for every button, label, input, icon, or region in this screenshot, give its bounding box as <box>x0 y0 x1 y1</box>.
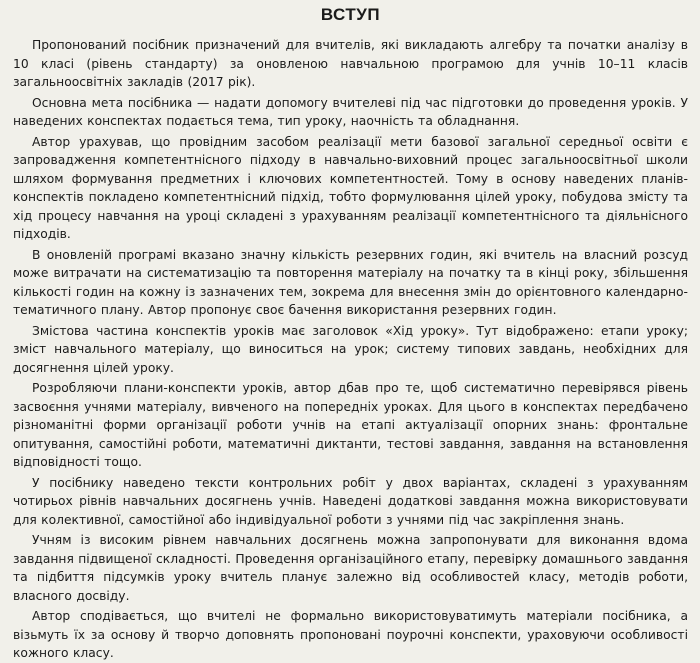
paragraph-knowledge-check: Розробляючи плани-конспекти уроків, автор дбав про те, щоб систематично перевірявся рівень засвоєння учнями матеріалу, вивченого на попередніх уроках. Для цього в конспектах передбачено різноманітні форми організації роботи учнів на етапі актуалізації опорних знань: фронтальне опитування, самостійні роботи, математичні диктанти, тестові завдання, завдання на встановлення відповідності тощо. <box>13 381 688 469</box>
paragraph-author-hope: Автор сподівається, що вчителі не формально використовуватимуть матеріали посібника, а візьмуть їх за основу й творчо доповнять пропоновані поурочні конспекти, ураховуючи особливості кожного класу. <box>13 609 688 660</box>
page-title: ВСТУП <box>320 5 381 24</box>
paragraph-purpose: Пропонований посібник призначений для вчителів, які викладають алгебру та початки аналізу в 10 класі (рівень стандарту) за оновленою навчальною програмою для учнів 10–11 класів загальноосвітніх закладів (2017 рік). <box>13 38 688 89</box>
paragraph-reserve-hours: В оновленій програмі вказано значну кількість резервних годин, які вчитель на власний розсуд може витрачати на систематизацію та повторення матеріалу на початку та в кінці року, збільшення кількості годин на кожну із зазначених тем, зокрема для внесення змін до орієнтовного календарно-тематичного плану. Автор пропонує своє бачення використання резервних годин. <box>13 247 688 317</box>
paragraph-competence-approach: Автор урахував, що провідним засобом реалізації мети базової загальної середньої освіти є запровадження компетентнісного підходу в навчально-виховний процес загальноосвітньої школи шляхом формування предметних і ключових компетентностей. Тому в основу наведених планів-конспектів покладено компетентнісний підхід, тобто формулювання цілей уроку, побудова змісту та хід процесу навчання на уроці складені з урахуванням реалізації компетентнісного та діяльнісного підходів. <box>13 134 688 241</box>
paragraph-control-works: У посібнику наведено тексти контрольних робіт у двох варіантах, складені з урахуванням чотирьох рівнів навчальних досягнень учнів. Наведені додаткові завдання можна використовувати для колективної, самостійної або індивідуальної роботи з учнями під час закріплення знань. <box>13 475 688 527</box>
paragraph-lesson-structure: Змістова частина конспектів уроків має заголовок «Хід уроку». Тут відображено: етапи уроку; зміст навчального матеріалу, що виноситься на урок; систему типових завдань, необхідних для досягнення цілей уроку. <box>13 323 688 375</box>
paragraph-main-goal: Основна мета посібника — надати допомогу вчителеві під час підготовки до проведення уроків. У наведених конспектах подається тема, тип уроку, наочність та обладнання. <box>13 95 688 128</box>
paragraph-advanced-students: Учням із високим рівнем навчальних досягнень можна запропонувати для виконання вдома завдання підвищеної складності. Проведення організаційного етапу, перевірку домашнього завдання та підбиття підсумків уроку вчитель планує залежно від особливостей класу, методів роботи, власного досвіду. <box>13 533 688 603</box>
